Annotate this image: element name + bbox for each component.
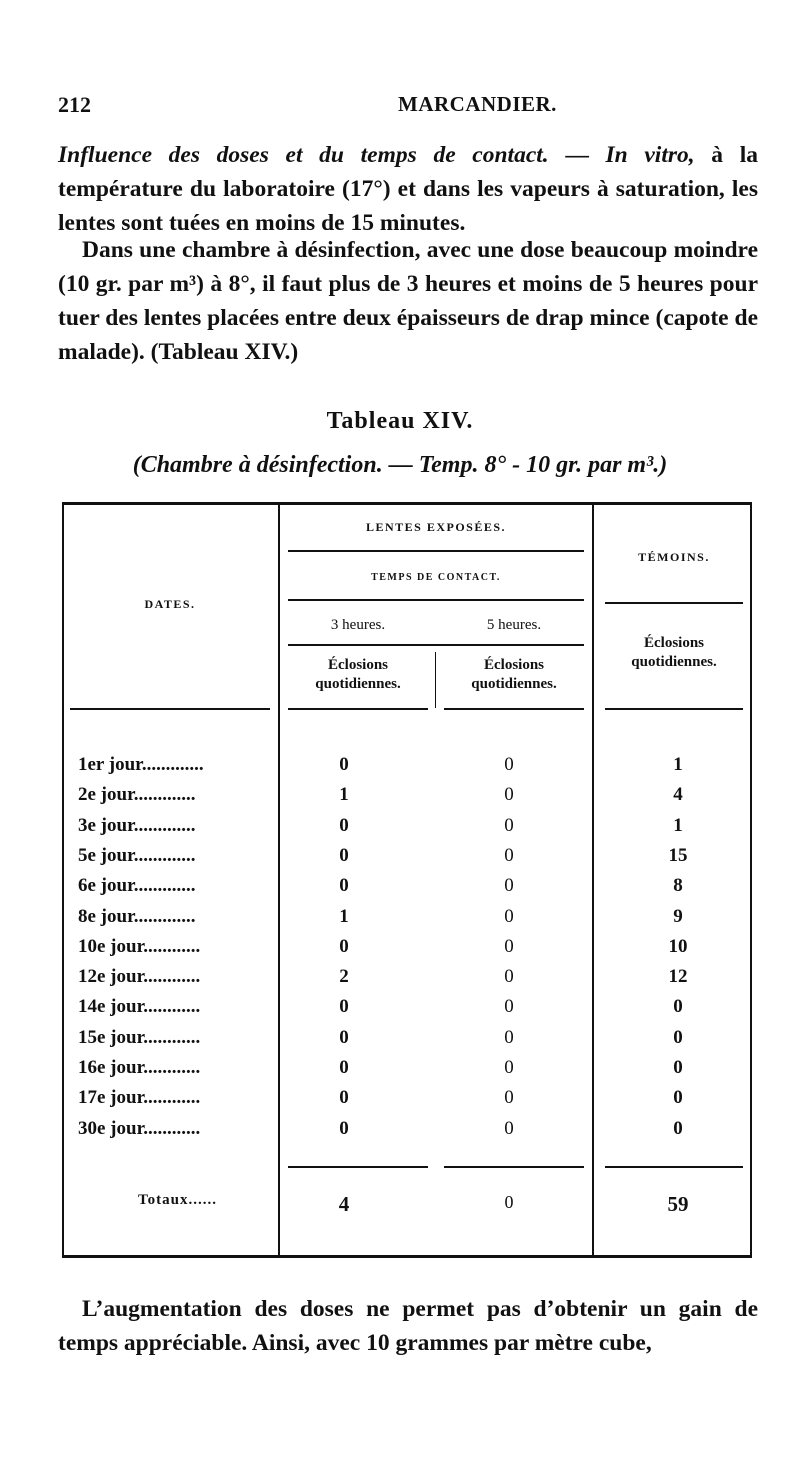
row-date: 2e jour............. (78, 784, 196, 806)
row-date: 5e jour............. (78, 844, 196, 866)
cell-5h: 0 (504, 996, 514, 1018)
row-date: 12e jour............ (78, 966, 201, 988)
cell-3h: 2 (339, 966, 349, 988)
table-row (62, 1087, 752, 1118)
row-date: 30e jour............ (78, 1117, 201, 1139)
cell-3h: 0 (339, 814, 349, 836)
cell-temoins: 0 (673, 1087, 683, 1109)
table-row (62, 966, 752, 997)
cell-temoins: 9 (673, 905, 683, 927)
row-date: 8e jour............. (78, 905, 196, 927)
running-head: MARCANDIER. (398, 92, 557, 116)
table-row (62, 815, 752, 846)
cell-temoins: 4 (673, 784, 683, 806)
cell-temoins: 8 (673, 875, 683, 897)
row-date: 15e jour............ (78, 1026, 201, 1048)
paragraph-in-vitro: In vitro, (605, 142, 695, 168)
cell-3h: 0 (339, 996, 349, 1018)
paragraph-lead: Influence des doses et du temps de contact. (58, 142, 549, 168)
header-rule (605, 708, 743, 710)
cell-5h: 0 (504, 844, 514, 866)
header-rule (605, 602, 743, 604)
page-header (58, 92, 758, 122)
totals-temoins: 59 (667, 1192, 689, 1216)
row-date: 3e jour............. (78, 814, 196, 836)
cell-3h: 1 (339, 905, 349, 927)
row-date: 17e jour............ (78, 1087, 201, 1109)
table-row (62, 754, 752, 785)
header-temps-de-contact: TEMPS DE CONTACT. (371, 572, 501, 583)
totals-5h: 0 (504, 1192, 514, 1212)
row-date: 16e jour............ (78, 1057, 201, 1078)
totals-label: Totaux...... (138, 1192, 217, 1208)
header-rule (444, 708, 584, 710)
row-date: 14e jour............ (78, 996, 201, 1018)
cell-5h: 0 (504, 1057, 514, 1078)
table-bottom-rule (62, 1255, 752, 1258)
cell-3h: 0 (339, 1087, 349, 1109)
cell-5h: 0 (504, 966, 514, 988)
paragraph-dash: — (548, 142, 606, 168)
table-row (62, 1057, 752, 1088)
cell-3h: 0 (339, 754, 349, 775)
cell-temoins: 15 (668, 844, 688, 866)
totals-row (62, 1192, 752, 1226)
table-row (62, 845, 752, 876)
table-row (62, 784, 752, 815)
header-rule (288, 708, 428, 710)
cell-3h: 1 (339, 784, 349, 806)
cell-5h: 0 (504, 754, 514, 775)
cell-5h: 0 (504, 935, 514, 957)
cell-temoins: 0 (673, 996, 683, 1018)
table-row (62, 1118, 752, 1149)
cell-3h: 0 (339, 1026, 349, 1048)
cell-temoins: 0 (673, 1117, 683, 1139)
header-rule (288, 599, 584, 601)
header-eclosions-temoins: Éclosions quotidiennes. (631, 635, 717, 670)
cell-3h: 0 (339, 875, 349, 897)
cell-temoins: 12 (668, 966, 688, 988)
table-row (62, 1027, 752, 1058)
table-title: Tableau XIV. (326, 408, 474, 434)
row-date: 6e jour............. (78, 875, 196, 897)
table-row (62, 996, 752, 1027)
header-3-heures: 3 heures. (330, 617, 386, 633)
header-rule (288, 644, 584, 646)
cell-5h: 0 (504, 784, 514, 806)
header-rule (288, 550, 584, 552)
cell-temoins: 1 (673, 814, 683, 836)
table-top-rule (62, 502, 752, 505)
cell-3h: 0 (339, 1057, 349, 1078)
column-separator (435, 652, 436, 708)
cell-5h: 0 (504, 905, 514, 927)
header-lentes-exposees: LENTES EXPOSÉES. (365, 520, 507, 534)
header-dates: DATES. (144, 597, 196, 611)
table-row (62, 936, 752, 967)
cell-3h: 0 (339, 844, 349, 866)
row-date: 1er jour............. (78, 754, 204, 775)
header-rule (70, 708, 270, 710)
paragraph-body: à la température du laboratoire (17°) et dans les vapeurs à saturation, les lentes sont tuées en moins de 15 minutes. (58, 142, 758, 236)
data-table (62, 502, 752, 1258)
cell-temoins: 0 (673, 1026, 683, 1048)
cell-3h: 0 (339, 1117, 349, 1139)
cell-3h: 0 (339, 935, 349, 957)
totals-rule (288, 1166, 428, 1168)
table-row (62, 875, 752, 906)
header-5-heures: 5 heures. (486, 617, 542, 633)
cell-5h: 0 (504, 875, 514, 897)
paragraph-chambre: Dans une chambre à désinfection, avec une dose beaucoup moindre (10 gr. par m³) à 8°, il faut plus de 3 heures et moins de 5 heures pour tuer des lentes placées entre deux épaisseurs de drap mince (capote de malade). (Tableau XIV.) (58, 237, 758, 365)
cell-temoins: 0 (673, 1057, 683, 1078)
paragraph-influence (58, 138, 758, 240)
row-date: 10e jour............ (78, 935, 201, 957)
cell-temoins: 1 (673, 754, 683, 775)
totals-3h: 4 (338, 1192, 350, 1216)
header-eclosions-3h: Éclosions quotidiennes. (315, 657, 401, 692)
page-number: 212 (58, 92, 91, 117)
cell-5h: 0 (504, 1117, 514, 1139)
totals-rule (444, 1166, 584, 1168)
header-temoins: TÉMOINS. (638, 550, 710, 564)
table-subtitle: (Chambre à désinfection. — Temp. 8° - 10 gr. par m³.) (132, 452, 668, 478)
header-eclosions-5h: Éclosions quotidiennes. (471, 657, 557, 692)
paragraph-augmentation: L’augmentation des doses ne permet pas d’obtenir un gain de temps appréciable. Ainsi, avec 10 grammes par mètre cube, (58, 1296, 758, 1356)
cell-5h: 0 (504, 814, 514, 836)
table-row (62, 906, 752, 937)
cell-5h: 0 (504, 1026, 514, 1048)
totals-rule (605, 1166, 743, 1168)
cell-5h: 0 (504, 1087, 514, 1109)
cell-temoins: 10 (668, 935, 688, 957)
